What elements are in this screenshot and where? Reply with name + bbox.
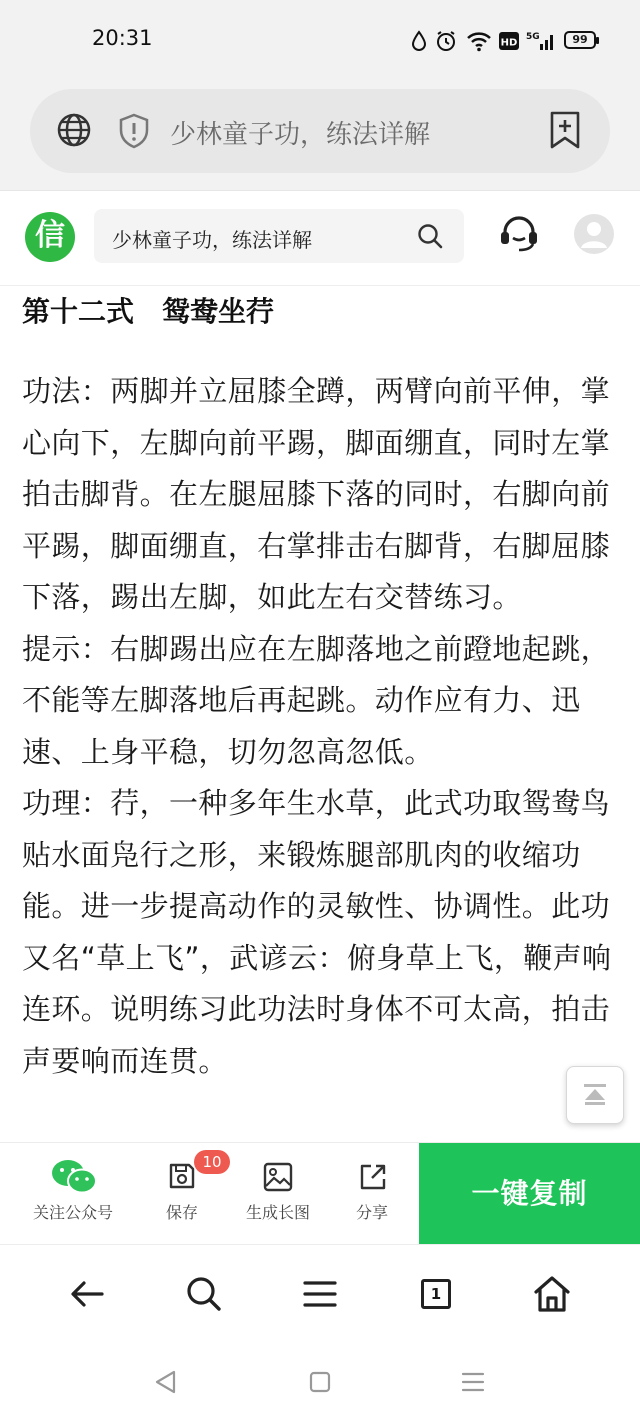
- article-title: 第十二式 鸳鸯坐荇: [22, 295, 275, 328]
- water-drop-icon: [410, 30, 428, 52]
- 5g-signal-icon: [526, 30, 556, 52]
- avatar-icon[interactable]: [573, 213, 615, 255]
- svg-text:5G: 5G: [526, 32, 540, 42]
- article-paragraph: 功法：两脚并立屈膝全蹲，两臂向前平伸，掌心向下，左脚向前平踢，脚面绷直，同时左掌拍击脚背。在左腿屈膝下落的同时，右脚向前平踢，脚面绷直，右掌排击右脚背，右脚屈膝下落，踢出左脚，如此左右交替练习。: [22, 374, 611, 614]
- recent-menu-icon[interactable]: [457, 1366, 489, 1398]
- battery-icon: 99: [564, 31, 596, 49]
- back-triangle-icon[interactable]: [150, 1366, 182, 1398]
- home-square-icon[interactable]: [304, 1366, 336, 1398]
- share-label: 分享: [355, 1203, 388, 1222]
- svg-text:HD: HD: [500, 37, 518, 49]
- site-logo[interactable]: 信: [25, 212, 75, 262]
- save-count-badge: 10: [194, 1150, 230, 1174]
- hd-icon: [499, 30, 519, 52]
- article-paragraph: 功理：荇，一种多年生水草，此式功取鸳鸯鸟贴水面凫行之形，来锻炼腿部肌肉的收缩功能。进一步提高动作的灵敏性、协调性。此功又名“草上飞”，武谚云：俯身草上飞，鞭声响连环。说明练习此功法时身体不可太高，拍击声要响而连贯。: [22, 786, 612, 1078]
- share-icon: [358, 1162, 388, 1192]
- save-icon: [168, 1162, 196, 1190]
- shield-icon[interactable]: [118, 113, 150, 149]
- globe-icon[interactable]: [56, 112, 92, 148]
- site-search-text[interactable]: 少林童子功，练法详解: [112, 228, 312, 252]
- customer-service-icon[interactable]: [497, 212, 541, 256]
- home-icon[interactable]: [528, 1270, 576, 1318]
- image-icon: [263, 1162, 293, 1192]
- tab-count: 1: [421, 1279, 451, 1309]
- wifi-icon: [466, 30, 492, 52]
- menu-icon[interactable]: [296, 1270, 344, 1318]
- generate-long-image-button[interactable]: [230, 1142, 326, 1244]
- article-paragraph: 提示：右脚踢出应在左脚落地之前蹬地起跳，不能等左脚落地后再起跳。动作应有力、迅速、上身平稳，切勿忽高忽低。: [22, 631, 611, 769]
- back-to-top-button[interactable]: [566, 1066, 624, 1124]
- bookmark-add-icon[interactable]: [548, 110, 582, 150]
- tabs-button[interactable]: [412, 1270, 460, 1318]
- follow-official-account-button[interactable]: [25, 1142, 121, 1244]
- arrow-up-icon: [582, 1082, 608, 1108]
- article-body: [22, 366, 622, 1087]
- search-icon[interactable]: [416, 222, 444, 250]
- save-label: 保存: [165, 1203, 198, 1222]
- search-icon[interactable]: [180, 1270, 228, 1318]
- url-text[interactable]: 少林童子功，练法详解: [170, 120, 431, 150]
- back-arrow-icon[interactable]: [64, 1270, 112, 1318]
- one-click-copy-button[interactable]: 一键复制: [419, 1143, 640, 1244]
- wechat-icon: [51, 1158, 97, 1196]
- alarm-icon: [435, 30, 457, 52]
- share-button[interactable]: [324, 1142, 420, 1244]
- status-time: 20:31: [92, 26, 153, 50]
- follow-label: 关注公众号: [32, 1203, 113, 1222]
- long-image-label: 生成长图: [245, 1203, 310, 1222]
